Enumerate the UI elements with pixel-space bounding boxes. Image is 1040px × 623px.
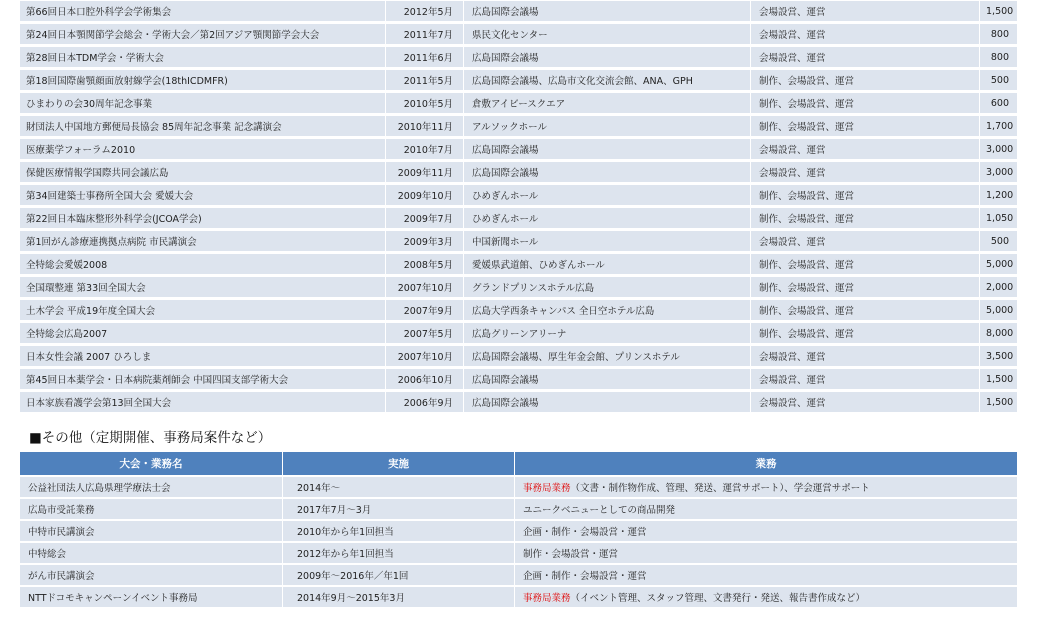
event-name: 第34回建築士事務所全国大会 愛媛大会 [20,185,386,205]
events-table [20,0,1017,415]
header-period: 実施 [283,452,515,475]
event-venue: 広島大学西条キャンパス 全日空ホテル広島 [464,300,751,320]
section-heading: ■その他（定期開催、事務局案件など） [29,430,272,446]
other-row [20,521,1017,541]
event-name: 第18回国際歯顎顔面放射線学会(18thICDMFR) [20,70,386,90]
event-row [20,185,1017,205]
event-date: 2011年7月 [386,24,464,44]
event-count: 500 [980,70,1017,90]
task-highlight: 事務局業務 [523,593,571,604]
task-text: （文書・制作物作成、管理、発送、運営サポート）、学会運営サポート [570,483,870,494]
event-row [20,1,1017,21]
event-row [20,208,1017,228]
event-date: 2010年5月 [386,93,464,113]
event-count: 1,700 [980,116,1017,136]
event-venue: ひめぎんホール [464,185,751,205]
event-venue: 広島国際会議場 [464,162,751,182]
other-name: がん市民講演会 [20,565,283,585]
event-row [20,392,1017,412]
event-venue: グランドプリンスホテル広島 [464,277,751,297]
event-role: 会場設営、運営 [751,162,980,182]
event-date: 2008年5月 [386,254,464,274]
event-count: 800 [980,24,1017,44]
event-date: 2009年10月 [386,185,464,205]
event-venue: 広島国際会議場、広島市文化交流会館、ANA、GPH [464,70,751,90]
event-date: 2009年11月 [386,162,464,182]
event-date: 2007年10月 [386,277,464,297]
event-role: 制作、会場設営、運営 [751,93,980,113]
event-venue: 広島グリーンアリーナ [464,323,751,343]
other-name: 中特総会 [20,543,283,563]
event-count: 3,000 [980,162,1017,182]
event-name: 全特総会愛媛2008 [20,254,386,274]
other-task [515,543,1017,563]
event-count: 2,000 [980,277,1017,297]
other-period: 2012年から年1回担当 [283,543,515,563]
other-row [20,477,1017,497]
event-row [20,93,1017,113]
event-role: 会場設営、運営 [751,231,980,251]
event-count: 500 [980,231,1017,251]
other-task [515,477,1017,497]
other-row [20,587,1017,607]
event-count: 8,000 [980,323,1017,343]
event-role: 会場設営、運営 [751,392,980,412]
event-name: 財団法人中国地方郵便局長協会 85周年記念事業 記念講演会 [20,116,386,136]
event-date: 2011年6月 [386,47,464,67]
event-role: 制作、会場設営、運営 [751,185,980,205]
event-row [20,277,1017,297]
event-row [20,47,1017,67]
other-period: 2009年～2016年／年1回 [283,565,515,585]
event-row [20,24,1017,44]
event-count: 1,500 [980,1,1017,21]
other-name: 公益社団法人広島県理学療法士会 [20,477,283,497]
event-role: 会場設営、運営 [751,139,980,159]
event-date: 2007年10月 [386,346,464,366]
other-period: 2010年から年1回担当 [283,521,515,541]
event-count: 5,000 [980,254,1017,274]
event-name: 第45回日本薬学会・日本病院薬剤師会 中国四国支部学術大会 [20,369,386,389]
task-text: ユニークベニューとしての商品開発 [523,505,676,516]
event-row [20,70,1017,90]
task-text: 制作・会場設営・運営 [523,549,619,560]
event-role: 制作、会場設営、運営 [751,300,980,320]
event-date: 2010年11月 [386,116,464,136]
event-name: 全国環整連 第33回全国大会 [20,277,386,297]
header-name: 大会・業務名 [20,452,283,475]
event-date: 2012年5月 [386,1,464,21]
other-table-header-row [20,452,1017,475]
task-text: 企画・制作・会場設営・運営 [523,571,647,582]
event-date: 2007年5月 [386,323,464,343]
event-date: 2009年3月 [386,231,464,251]
event-date: 2007年9月 [386,300,464,320]
event-row [20,300,1017,320]
event-venue: 広島国際会議場 [464,369,751,389]
event-row [20,116,1017,136]
event-date: 2009年7月 [386,208,464,228]
task-text: 企画・制作・会場設営・運営 [523,527,647,538]
event-role: 制作、会場設営、運営 [751,254,980,274]
task-highlight: 事務局業務 [523,483,571,494]
event-row [20,254,1017,274]
other-table-body [20,477,1017,607]
task-text: （イベント管理、スタッフ管理、文書発行・発送、報告書作成など） [570,593,866,604]
event-venue: 広島国際会議場 [464,392,751,412]
other-period: 2014年～ [283,477,515,497]
event-date: 2010年7月 [386,139,464,159]
other-row [20,543,1017,563]
event-venue: 広島国際会議場 [464,47,751,67]
other-task [515,521,1017,541]
event-role: 会場設営、運営 [751,346,980,366]
event-count: 1,500 [980,369,1017,389]
event-row [20,323,1017,343]
event-date: 2011年5月 [386,70,464,90]
event-venue: 県民文化センター [464,24,751,44]
event-role: 制作、会場設営、運営 [751,116,980,136]
event-role: 会場設営、運営 [751,47,980,67]
event-count: 3,000 [980,139,1017,159]
event-date: 2006年10月 [386,369,464,389]
event-role: 会場設営、運営 [751,1,980,21]
other-name: 広島市受託業務 [20,499,283,519]
event-venue: 中国新聞ホール [464,231,751,251]
events-table-body [20,1,1017,412]
event-name: 第1回がん診療連携拠点病院 市民講演会 [20,231,386,251]
event-name: 医療薬学フォーラム2010 [20,139,386,159]
event-role: 制作、会場設営、運営 [751,70,980,90]
event-name: 保健医療情報学国際共同会議広島 [20,162,386,182]
event-name: 日本家族看護学会第13回全国大会 [20,392,386,412]
event-name: 第28回日本TDM学会・学術大会 [20,47,386,67]
event-count: 1,200 [980,185,1017,205]
other-row [20,565,1017,585]
event-count: 3,500 [980,346,1017,366]
event-row [20,231,1017,251]
event-venue: 広島国際会議場 [464,139,751,159]
event-count: 600 [980,93,1017,113]
event-row [20,162,1017,182]
event-name: 日本女性会議 2007 ひろしま [20,346,386,366]
event-count: 1,050 [980,208,1017,228]
other-name: NTTドコモキャンペーンイベント事務局 [20,587,283,607]
event-role: 制作、会場設営、運営 [751,277,980,297]
event-venue: アルソックホール [464,116,751,136]
other-row [20,499,1017,519]
event-count: 1,500 [980,392,1017,412]
event-role: 会場設営、運営 [751,24,980,44]
event-name: 第24回日本顎関節学会総会・学術大会／第2回アジア顎関節学会大会 [20,24,386,44]
event-role: 制作、会場設営、運営 [751,208,980,228]
event-count: 5,000 [980,300,1017,320]
other-table [20,450,1017,609]
event-name: ひまわりの会30周年記念事業 [20,93,386,113]
event-row [20,139,1017,159]
event-name: 第22回日本臨床整形外科学会(JCOA学会) [20,208,386,228]
event-date: 2006年9月 [386,392,464,412]
event-row [20,346,1017,366]
other-task [515,499,1017,519]
event-venue: 倉敷アイビースクエア [464,93,751,113]
event-venue: ひめぎんホール [464,208,751,228]
event-name: 第66回日本口腔外科学会学術集会 [20,1,386,21]
event-role: 会場設営、運営 [751,369,980,389]
event-row [20,369,1017,389]
event-venue: 広島国際会議場、厚生年金会館、プリンスホテル [464,346,751,366]
event-name: 土木学会 平成19年度全国大会 [20,300,386,320]
event-name: 全特総会広島2007 [20,323,386,343]
other-period: 2017年7月～3月 [283,499,515,519]
event-role: 制作、会場設営、運営 [751,323,980,343]
other-task [515,565,1017,585]
other-period: 2014年9月～2015年3月 [283,587,515,607]
other-task [515,587,1017,607]
other-name: 中特市民講演会 [20,521,283,541]
event-venue: 愛媛県武道館、ひめぎんホール [464,254,751,274]
event-count: 800 [980,47,1017,67]
header-task: 業務 [515,452,1017,475]
event-venue: 広島国際会議場 [464,1,751,21]
